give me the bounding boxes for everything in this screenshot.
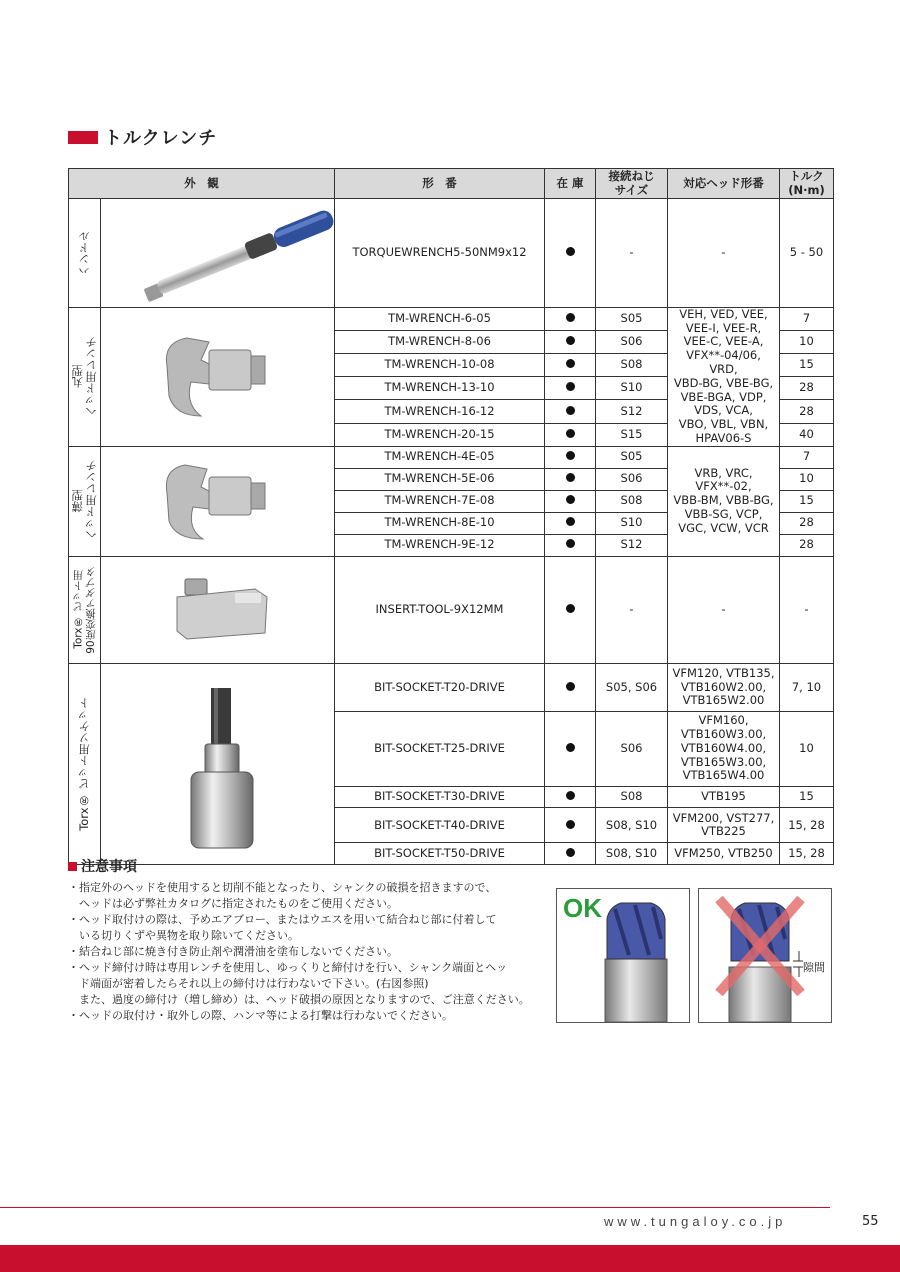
torque-cell: 10	[780, 711, 834, 786]
incorrect-mount-icon	[699, 889, 831, 1022]
stock-cell	[545, 468, 596, 490]
in-stock-dot-icon	[566, 359, 575, 368]
model-cell: TORQUEWRENCH5-50NM9x12	[335, 199, 545, 308]
adapter-image	[101, 556, 335, 664]
in-stock-dot-icon	[566, 743, 575, 752]
in-stock-dot-icon	[566, 517, 575, 526]
notes-marker	[68, 862, 77, 871]
stock-cell	[545, 354, 596, 377]
heads-cell: VTB195	[668, 786, 780, 808]
stock-cell	[545, 400, 596, 423]
torque-cell: 15	[780, 786, 834, 808]
open-end-wrench-icon	[105, 312, 339, 438]
table-row	[69, 307, 834, 330]
in-stock-dot-icon	[566, 382, 575, 391]
model-cell: TM-WRENCH-7E-08	[335, 490, 545, 512]
product-table	[68, 168, 834, 865]
torque-cell: 28	[780, 400, 834, 423]
stock-cell	[545, 512, 596, 534]
in-stock-dot-icon	[566, 406, 575, 415]
header-heads: 対応ヘッド形番	[668, 169, 780, 199]
stock-cell	[545, 423, 596, 446]
stock-cell	[545, 330, 596, 353]
model-cell: TM-WRENCH-6-05	[335, 307, 545, 330]
table-header-row	[69, 169, 834, 199]
in-stock-dot-icon	[566, 451, 575, 460]
thread-cell: S06	[596, 711, 668, 786]
in-stock-dot-icon	[566, 429, 575, 438]
torque-cell: 10	[780, 330, 834, 353]
model-cell: TM-WRENCH-8-06	[335, 330, 545, 353]
heads-cell: -	[668, 199, 780, 308]
stock-cell	[545, 199, 596, 308]
ok-figure	[556, 888, 690, 1023]
section-title-text: トルクレンチ	[104, 128, 218, 149]
stock-cell	[545, 711, 596, 786]
ok-label: OK	[563, 893, 602, 923]
in-stock-dot-icon	[566, 313, 575, 322]
model-cell: BIT-SOCKET-T25-DRIVE	[335, 711, 545, 786]
torque-cell: 15	[780, 354, 834, 377]
note-item: ・ヘッド締付け時は専用レンチを使用し、ゆっくりと締付けを行い、シャンク端面とヘッ ド端面が密着したらそれ以上の締付けは行わないで下さい。(右図参照) また、過度の締付け（増し締め）は、ヘッド破損の原因となりますので、ご注意ください。	[68, 961, 530, 1006]
footer-bar	[0, 1245, 900, 1272]
heads-cell: VFM160, VTB160W3.00, VTB160W4.00, VTB165W3.00, VTB165W4.00	[668, 711, 780, 786]
model-cell: BIT-SOCKET-T40-DRIVE	[335, 808, 545, 843]
heads-cell: VFM120, VTB135, VTB160W2.00, VTB165W2.00	[668, 664, 780, 711]
thread-cell: S12	[596, 534, 668, 556]
stock-cell	[545, 446, 596, 468]
stock-cell	[545, 307, 596, 330]
thread-cell: S06	[596, 330, 668, 353]
table-row	[69, 556, 834, 664]
stock-cell	[545, 377, 596, 400]
thread-cell: S10	[596, 377, 668, 400]
thread-cell: S08	[596, 786, 668, 808]
torque-cell: 7	[780, 307, 834, 330]
round-wrench-image	[101, 307, 335, 446]
thread-cell: S08	[596, 490, 668, 512]
thread-cell: S05	[596, 446, 668, 468]
thread-cell: S12	[596, 400, 668, 423]
model-cell: BIT-SOCKET-T20-DRIVE	[335, 664, 545, 711]
stock-cell	[545, 664, 596, 711]
in-stock-dot-icon	[566, 247, 575, 256]
heads-cell: VFM250, VTB250	[668, 843, 780, 865]
category-thin-wrench: 薄型 ヘッド用レンチ	[69, 446, 101, 556]
note-item: ・ヘッド取付けの際は、予めエアブロー、またはウエスを用いて結合ねじ部に付着して いる切りくずや異物を取り除いてください。	[68, 913, 497, 942]
header-torque: トルク (N·m)	[780, 169, 834, 199]
thread-cell: S05	[596, 307, 668, 330]
category-round-wrench: 丸型 ヘッド用レンチ	[69, 307, 101, 446]
table-row	[69, 664, 834, 711]
stock-cell	[545, 556, 596, 664]
in-stock-dot-icon	[566, 604, 575, 613]
torque-cell: -	[780, 556, 834, 664]
adapter-icon	[105, 557, 339, 660]
footer-url: www.tungaloy.co.jp	[604, 1214, 787, 1229]
in-stock-dot-icon	[566, 820, 575, 829]
section-title	[68, 124, 217, 150]
torque-wrench-icon	[105, 199, 339, 303]
thread-cell: S10	[596, 512, 668, 534]
thread-cell: -	[596, 556, 668, 664]
model-cell: TM-WRENCH-4E-05	[335, 446, 545, 468]
thread-cell: S08, S10	[596, 808, 668, 843]
table-row	[69, 446, 834, 468]
heads-cell: VRB, VRC, VFX**-02, VBB-BM, VBB-BG, VBB-SG, VCP, VGC, VCW, VCR	[668, 446, 780, 556]
stock-cell	[545, 534, 596, 556]
model-cell: BIT-SOCKET-T30-DRIVE	[335, 786, 545, 808]
footer-divider	[0, 1207, 830, 1208]
in-stock-dot-icon	[566, 848, 575, 857]
torque-cell: 10	[780, 468, 834, 490]
in-stock-dot-icon	[566, 682, 575, 691]
heads-cell: VEH, VED, VEE, VEE-I, VEE-R, VEE-C, VEE-A, VFX**-04/06, VRD, VBD-BG, VBE-BG, VBE-BGA, VDP, VDS, VCA, VBO, VBL, VBN, HPAV06-S	[668, 307, 780, 446]
header-stock: 在 庫	[545, 169, 596, 199]
model-cell: TM-WRENCH-5E-06	[335, 468, 545, 490]
page-number: 55	[862, 1214, 879, 1229]
model-cell: TM-WRENCH-10-08	[335, 354, 545, 377]
title-bar-marker	[68, 131, 98, 144]
stock-cell	[545, 786, 596, 808]
in-stock-dot-icon	[566, 495, 575, 504]
stock-cell	[545, 490, 596, 512]
gap-label: 隙間	[803, 961, 825, 974]
torque-cell: 7, 10	[780, 664, 834, 711]
torque-cell: 7	[780, 446, 834, 468]
stock-cell	[545, 808, 596, 843]
category-bit-socket: Torx® ビット用ソケット	[69, 664, 101, 865]
stock-cell	[545, 843, 596, 865]
notes-title	[68, 856, 137, 876]
category-adapter: Torx® ビット用 90度変換アダプタ	[69, 556, 101, 664]
torque-cell: 5 - 50	[780, 199, 834, 308]
thread-cell: S15	[596, 423, 668, 446]
header-appearance: 外 観	[69, 169, 335, 199]
torque-cell: 15	[780, 490, 834, 512]
torque-wrench-image	[101, 199, 335, 308]
torque-cell: 15, 28	[780, 808, 834, 843]
torque-cell: 28	[780, 512, 834, 534]
thread-cell: S05, S06	[596, 664, 668, 711]
bit-socket-icon	[105, 664, 339, 860]
table-row	[69, 199, 834, 308]
category-handle: ハンドル	[69, 199, 101, 308]
torque-cell: 15, 28	[780, 843, 834, 865]
model-cell: TM-WRENCH-9E-12	[335, 534, 545, 556]
thread-cell: S08, S10	[596, 843, 668, 865]
heads-cell: -	[668, 556, 780, 664]
in-stock-dot-icon	[566, 539, 575, 548]
note-item: ・ヘッドの取付け・取外しの際、ハンマ等による打撃は行わないでください。	[68, 1009, 453, 1022]
model-cell: INSERT-TOOL-9X12MM	[335, 556, 545, 664]
ng-figure	[698, 888, 832, 1023]
model-cell: BIT-SOCKET-T50-DRIVE	[335, 843, 545, 865]
header-thread: 接続ねじ サイズ	[596, 169, 668, 199]
heads-cell: VFM200, VST277, VTB225	[668, 808, 780, 843]
model-cell: TM-WRENCH-13-10	[335, 377, 545, 400]
model-cell: TM-WRENCH-16-12	[335, 400, 545, 423]
thread-cell: -	[596, 199, 668, 308]
notes-list	[68, 880, 554, 1024]
model-cell: TM-WRENCH-8E-10	[335, 512, 545, 534]
in-stock-dot-icon	[566, 473, 575, 482]
notes-title-text: 注意事項	[81, 859, 137, 875]
in-stock-dot-icon	[566, 336, 575, 345]
note-item: ・指定外のヘッドを使用すると切削不能となったり、シャンクの破損を招きますので、 ヘッドは必ず弊社カタログに指定されたものをご使用ください。	[68, 881, 497, 910]
model-cell: TM-WRENCH-20-15	[335, 423, 545, 446]
torque-cell: 28	[780, 377, 834, 400]
thread-cell: S08	[596, 354, 668, 377]
bit-socket-image	[101, 664, 335, 865]
torque-cell: 28	[780, 534, 834, 556]
thread-cell: S06	[596, 468, 668, 490]
in-stock-dot-icon	[566, 791, 575, 800]
header-model: 形 番	[335, 169, 545, 199]
torque-cell: 40	[780, 423, 834, 446]
thin-wrench-image	[101, 446, 335, 556]
thin-wrench-icon	[105, 447, 339, 552]
note-item: ・結合ねじ部に焼き付き防止剤や潤滑油を塗布しないでください。	[68, 945, 398, 958]
